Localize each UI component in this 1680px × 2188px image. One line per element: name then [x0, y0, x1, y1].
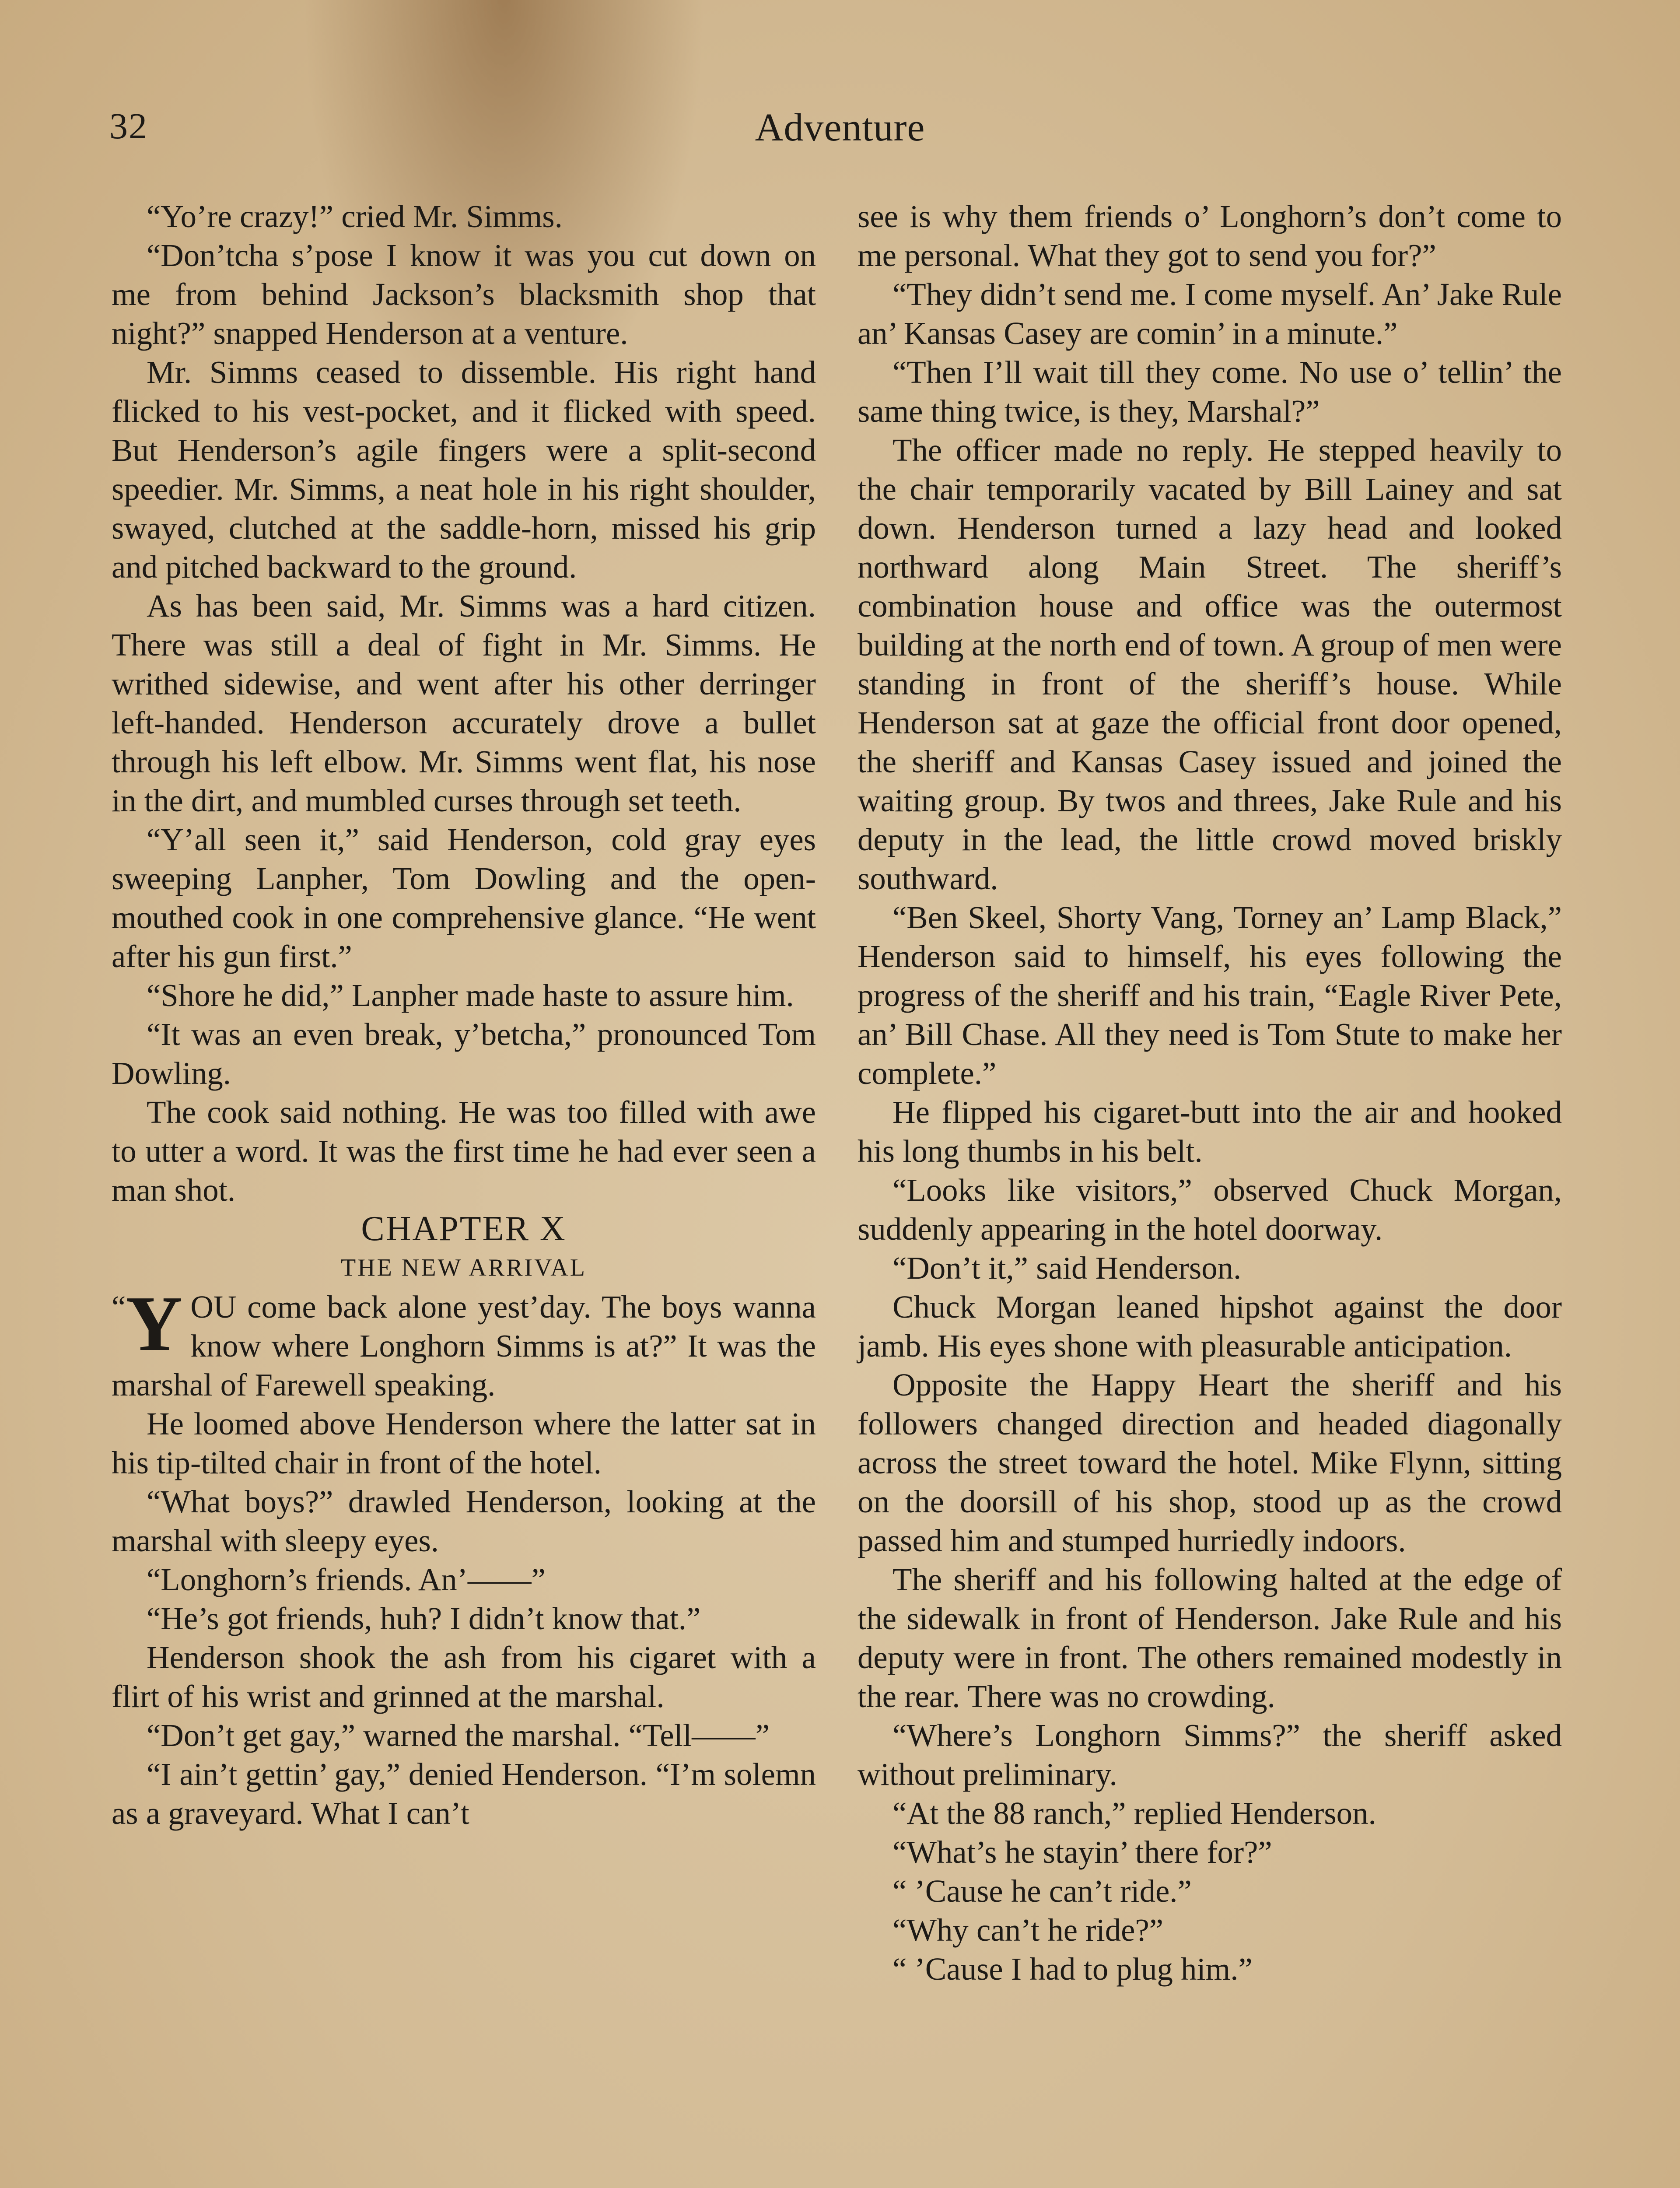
left-paragraphs-after	[112, 1404, 816, 1833]
page-number: 32	[109, 106, 148, 147]
paragraph: He loomed above Henderson where the latter sat in his tip-tilted chair in front of the hotel.	[112, 1406, 816, 1480]
paragraph: “He’s got friends, huh? I didn’t know that.”	[147, 1601, 701, 1636]
paragraph: As has been said, Mr. Simms was a hard citizen. There was still a deal of fight in Mr. Simms. He writhed sidewise, and went after his other derringer left-handed. Henderson accurately drove a bullet through his left elbow. Mr. Simms went flat, his nose in the dirt, and mumbled curses through set teeth.	[112, 588, 816, 818]
opening-quote: “	[112, 1289, 126, 1325]
chapter-subtitle: THE NEW ARRIVAL	[341, 1254, 587, 1281]
paragraph: Henderson shook the ash from his cigaret with a flirt of his wrist and grinned at the marshal.	[112, 1640, 816, 1714]
right-column	[858, 197, 1562, 1988]
paragraph: “ ’Cause he can’t ride.”	[892, 1873, 1192, 1909]
magazine-title: Adventure	[755, 106, 925, 149]
paragraph: Mr. Simms ceased to dissemble. His right hand flicked to his vest-pocket, and it flicked with speed. But Henderson’s agile fingers were a split-second speedier. Mr. Simms, a neat hole in his right shoulder, swayed, clutched at the saddle-horn, missed his grip and pitched backward to the ground.	[112, 354, 816, 585]
paragraph: “It was an even break, y’betcha,” pronounced Tom Dowling.	[112, 1017, 816, 1091]
paragraph: “Looks like visitors,” observed Chuck Morgan, suddenly appearing in the hotel doorway.	[858, 1172, 1562, 1247]
first-paragraph-text: OU come back alone yest’day. The boys wanna know where Longhorn Simms is at?” It was the marshal of Farewell speaking.	[112, 1289, 816, 1403]
paragraph: “Shore he did,” Lanpher made haste to assure him.	[147, 978, 794, 1013]
paragraph: “I ain’t gettin’ gay,” denied Henderson. “I’m solemn as a graveyard. What I can’t	[112, 1757, 816, 1831]
drop-cap: Y	[126, 1280, 183, 1367]
paragraph: “Y’all seen it,” said Henderson, cold gray eyes sweeping Lanpher, Tom Dowling and the open-mouthed cook in one comprehensive glance. “He went after his gun first.”	[112, 822, 816, 974]
paragraph: “Don’tcha s’pose I know it was you cut down on me from behind Jackson’s blacksmith shop that night?” snapped Henderson at a venture.	[112, 238, 816, 351]
page-header	[109, 105, 1571, 153]
right-paragraphs	[858, 197, 1562, 1988]
paragraph: “Why can’t he ride?”	[892, 1912, 1164, 1948]
paragraph: The cook said nothing. He was too filled with awe to utter a word. It was the first time he had ever seen a man shot.	[112, 1094, 816, 1208]
paragraph: “Ben Skeel, Shorty Vang, Torney an’ Lamp Black,” Henderson said to himself, his eyes following the progress of the sheriff and his train, “Eagle River Pete, an’ Bill Chase. All they need is Tom Stute to make her complete.”	[858, 900, 1562, 1091]
paragraph: He flipped his cigaret-butt into the air and hooked his long thumbs in his belt.	[858, 1094, 1562, 1169]
paragraph: “Where’s Longhorn Simms?” the sheriff asked without preliminary.	[858, 1718, 1562, 1792]
paragraph: “What boys?” drawled Henderson, looking at the marshal with sleepy eyes.	[112, 1484, 816, 1558]
paragraph: “Then I’ll wait till they come. No use o’ tellin’ the same thing twice, is they, Marshal?”	[858, 354, 1562, 429]
chapter-first-paragraph	[112, 1280, 816, 1404]
paragraph: The officer made no reply. He stepped heavily to the chair temporarily vacated by Bill Lainey and sat down. Henderson turned a lazy head and looked northward along Main Street. The sheriff’s combination house and office was the outermost building at the north end of town. A group of men were standing in front of the sheriff’s house. While Henderson sat at gaze the official front door opened, the sheriff and Kansas Casey issued and joined the waiting group. By twos and threes, Jake Rule and his deputy in the lead, the little crowd moved briskly southward.	[858, 432, 1562, 896]
chapter-heading: CHAPTER X	[361, 1210, 567, 1248]
paragraph: “Longhorn’s friends. An’——”	[147, 1562, 546, 1597]
paragraph: “What’s he stayin’ there for?”	[892, 1834, 1272, 1870]
paragraph: Opposite the Happy Heart the sheriff and his followers changed direction and headed diagonally across the street toward the hotel. Mike Flynn, sitting on the doorsill of his shop, stood up as the crowd passed him and stumped hurriedly indoors.	[858, 1367, 1562, 1558]
paragraph: “Don’t get gay,” warned the marshal. “Tell——”	[147, 1718, 770, 1753]
paragraph: “They didn’t send me. I come myself. An’ Jake Rule an’ Kansas Casey are comin’ in a minute.”	[858, 277, 1562, 351]
paragraph: “At the 88 ranch,” replied Henderson.	[892, 1795, 1376, 1831]
paragraph: see is why them friends o’ Longhorn’s don’t come to me personal. What they got to send you for?”	[858, 199, 1562, 273]
paragraph: “ ’Cause I had to plug him.”	[892, 1951, 1253, 1987]
paragraph: “Don’t it,” said Henderson.	[892, 1250, 1242, 1286]
paragraph: The sheriff and his following halted at the edge of the sidewalk in front of Henderson. Jake Rule and his deputy were in front. The others remained modestly in the rear. There was no crowding.	[858, 1562, 1562, 1714]
paragraph: “Yo’re crazy!” cried Mr. Simms.	[147, 199, 563, 234]
paragraph: Chuck Morgan leaned hipshot against the door jamb. His eyes shone with pleasurable anticipation.	[858, 1289, 1562, 1364]
left-column	[112, 197, 816, 1833]
left-paragraphs-before	[112, 197, 816, 1210]
